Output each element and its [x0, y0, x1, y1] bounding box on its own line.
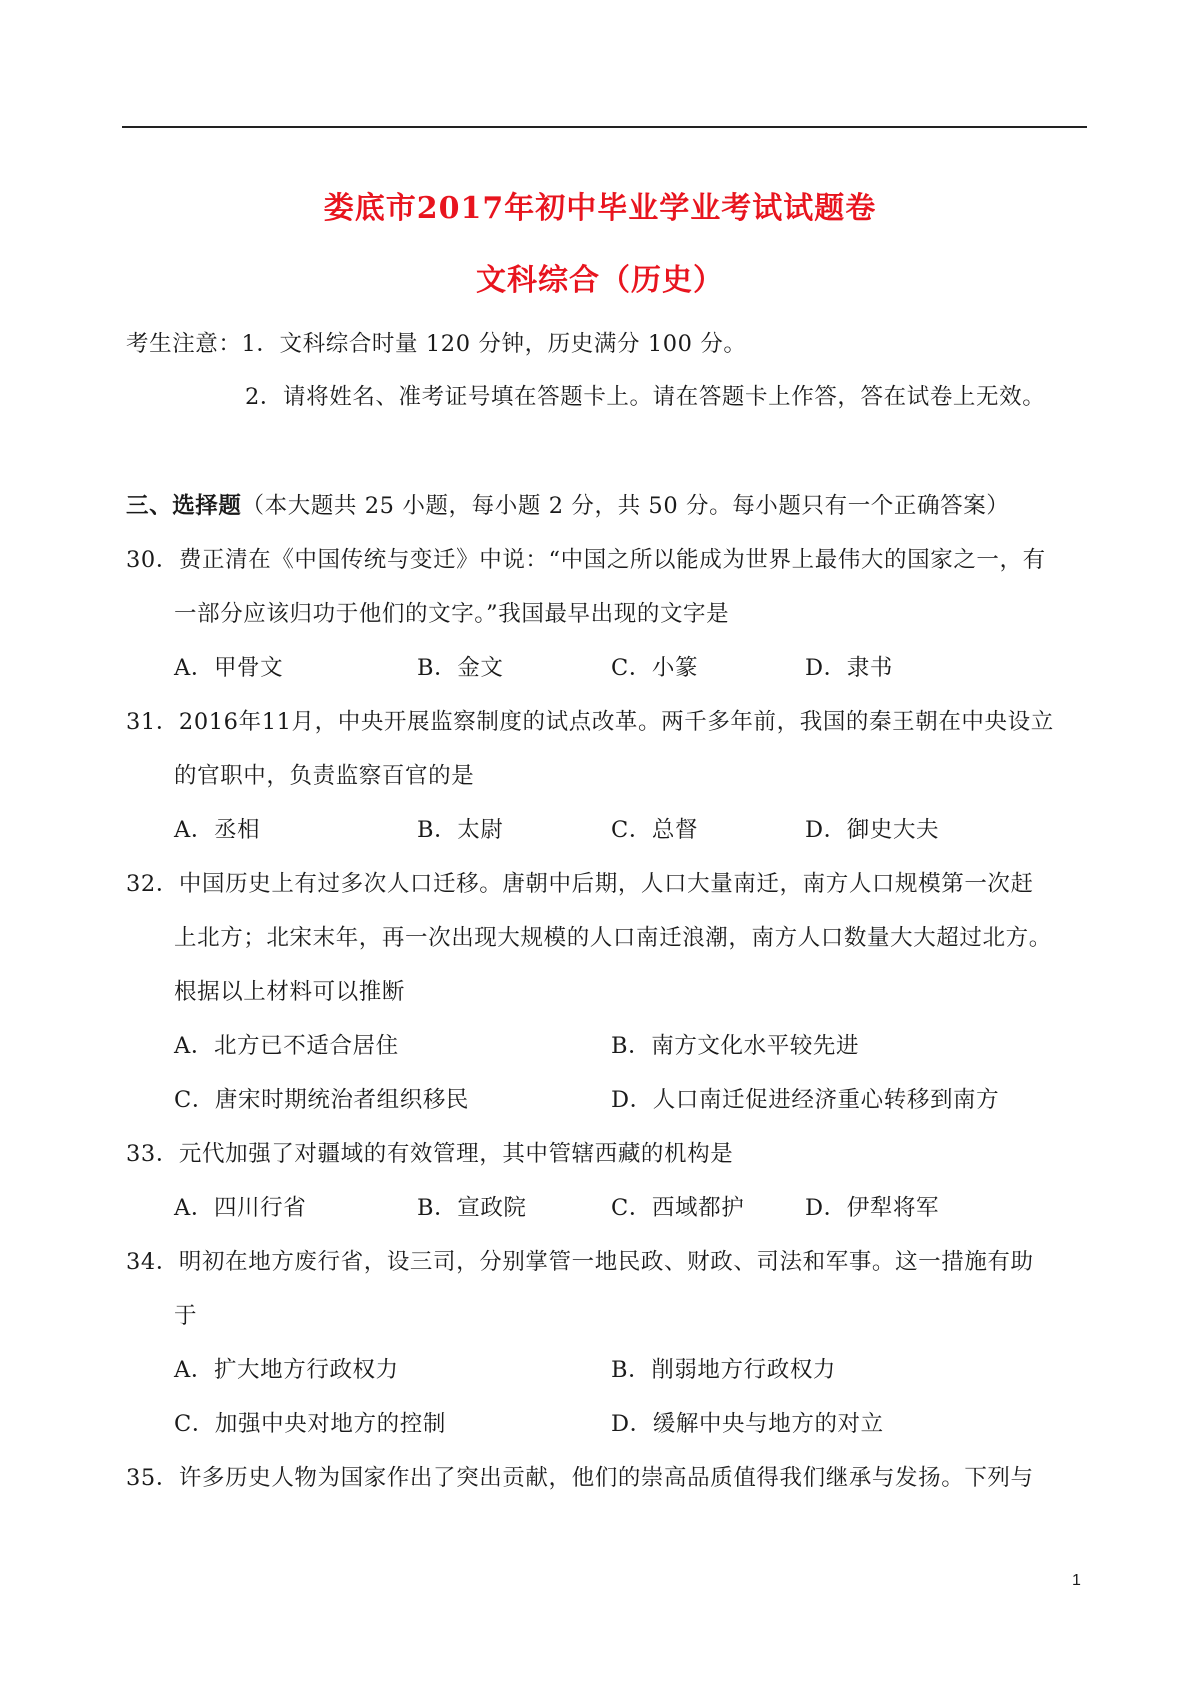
question-34-option-b: B．削弱地方行政权力 [611, 1357, 837, 1383]
question-32-option-b: B．南方文化水平较先进 [611, 1033, 860, 1059]
page-number: 1 [1072, 1572, 1081, 1589]
section-label: 三、选择题 [126, 493, 242, 519]
section-description: （本大题共 25 小题，每小题 2 分，共 50 分。每小题只有一个正确答案） [241, 493, 1010, 519]
question-32-option-a: A．北方已不适合居住 [174, 1033, 399, 1059]
question-31-line-2: 的官职中，负责监察百官的是 [174, 763, 475, 789]
question-32-line-2: 上北方；北宋末年，再一次出现大规模的人口南迁浪潮，南方人口数量大大超过北方。 [174, 925, 1052, 951]
question-34-line-2: 于 [174, 1303, 198, 1329]
question-30-option-b: B．金文 [417, 655, 504, 681]
section-heading [126, 488, 1009, 520]
question-30-option-a: A．甲骨文 [174, 655, 284, 681]
question-31-option-b: B．太尉 [417, 817, 504, 843]
top-rule [122, 126, 1087, 128]
question-32-line-1: 32．中国历史上有过多次人口迁移。唐朝中后期，人口大量南迁，南方人口规模第一次赶 [126, 871, 1034, 897]
question-33-option-d: D．伊犁将军 [805, 1195, 940, 1221]
question-33-option-a: A．四川行省 [174, 1195, 307, 1221]
question-31-option-d: D．御史大夫 [805, 817, 940, 843]
question-30-line-1: 30．费正清在《中国传统与变迁》中说：“中国之所以能成为世界上最伟大的国家之一，有 [126, 547, 1046, 573]
question-34-option-a: A．扩大地方行政权力 [174, 1357, 399, 1383]
question-34-option-d: D．缓解中央与地方的对立 [611, 1411, 884, 1437]
question-33-option-b: B．宣政院 [417, 1195, 527, 1221]
question-33-option-c: C．西域都护 [611, 1195, 745, 1221]
question-32-line-3: 根据以上材料可以推断 [174, 979, 406, 1005]
question-31-line-1: 31．2016年11月，中央开展监察制度的试点改革。两千多年前，我国的秦王朝在中央设立 [126, 709, 1054, 735]
exam-note-1: 考生注意：1．文科综合时量 120 分钟，历史满分 100 分。 [126, 331, 747, 357]
question-35-line-1: 35．许多历史人物为国家作出了突出贡献，他们的崇高品质值得我们继承与发扬。下列与 [126, 1465, 1034, 1491]
question-31-option-c: C．总督 [611, 817, 699, 843]
question-34-option-c: C．加强中央对地方的控制 [174, 1411, 446, 1437]
question-30-line-2: 一部分应该归功于他们的文字。”我国最早出现的文字是 [174, 601, 730, 627]
question-31-option-a: A．丞相 [174, 817, 261, 843]
question-30-option-d: D．隶书 [805, 655, 893, 681]
question-32-option-d: D．人口南迁促进经济重心转移到南方 [611, 1087, 1000, 1113]
exam-title: 娄底市2017年初中毕业学业考试试题卷 [323, 191, 877, 226]
exam-note-2: 2．请将姓名、准考证号填在答题卡上。请在答题卡上作答，答在试卷上无效。 [245, 384, 1046, 410]
question-33-line-1: 33．元代加强了对疆域的有效管理，其中管辖西藏的机构是 [126, 1141, 734, 1167]
question-30-option-c: C．小篆 [611, 655, 699, 681]
question-32-option-c: C．唐宋时期统治者组织移民 [174, 1087, 470, 1113]
exam-subtitle: 文科综合（历史） [476, 263, 724, 298]
question-34-line-1: 34．明初在地方废行省，设三司，分别掌管一地民政、财政、司法和军事。这一措施有助 [126, 1249, 1034, 1275]
